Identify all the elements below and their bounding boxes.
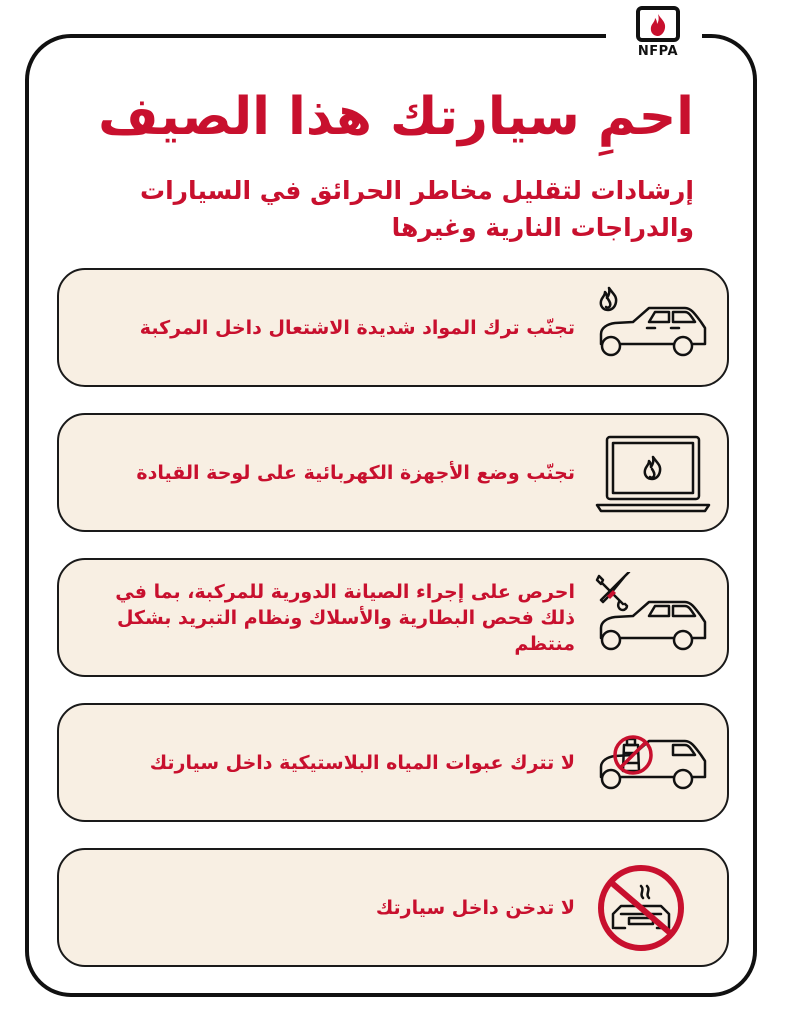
page-title: احمِ سيارتك هذا الصيف (98, 87, 694, 147)
nfpa-logo (628, 6, 688, 66)
laptop-fire-icon (593, 427, 713, 519)
nfpa-logo-text: NFPA (637, 44, 679, 59)
tip-text-3: احرص على إجراء الصيانة الدورية للمركبة، بما في ذلك فحص البطارية والأسلاك ونظام التبريد بشكل منتظم (115, 580, 575, 655)
no-smoking-car-icon (593, 862, 713, 954)
tip-text-2: تجنّب وضع الأجهزة الكهربائية على لوحة القيادة (136, 461, 575, 484)
car-no-bottle-icon (593, 717, 713, 809)
tip-card-3 (57, 558, 729, 677)
tip-card-5 (57, 848, 729, 967)
tip-text-4: لا تترك عبوات المياه البلاستيكية داخل سيارتك (149, 751, 575, 774)
tip-card-2 (57, 413, 729, 532)
page-subtitle: إرشادات لتقليل مخاطر الحرائق في السيارات والدراجات النارية وغيرها (139, 176, 694, 242)
nfpa-logo-box (636, 6, 680, 42)
tip-text-5: لا تدخن داخل سيارتك (375, 896, 575, 919)
car-fire-icon (593, 282, 713, 374)
tip-card-1 (57, 268, 729, 387)
flame-icon (647, 13, 669, 37)
tip-card-4 (57, 703, 729, 822)
tip-text-1: تجنّب ترك المواد شديدة الاشتعال داخل المركبة (139, 316, 575, 339)
car-tools-icon (593, 572, 713, 664)
